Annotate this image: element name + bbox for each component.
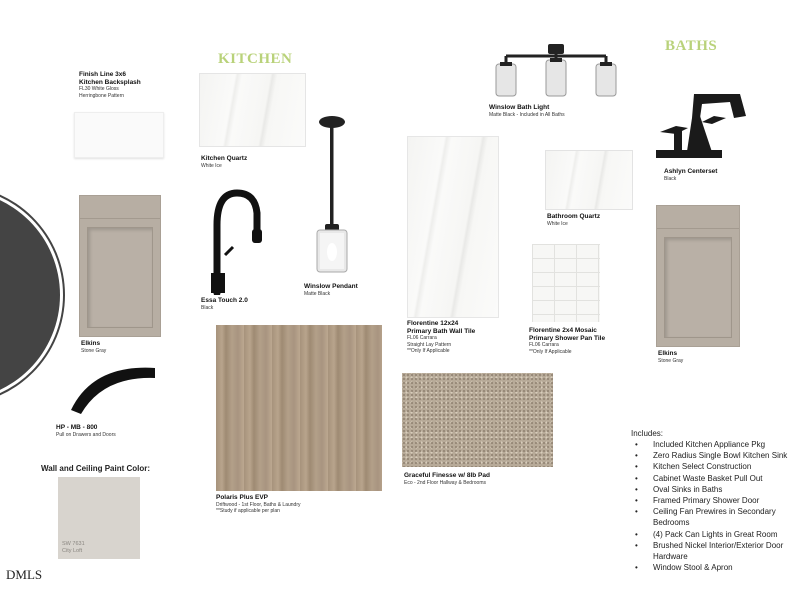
kitchen-faucet-caption: Essa Touch 2.0 Black [201, 297, 248, 311]
paint-name: City Loft [62, 548, 83, 554]
hardware-caption: HP - MB - 800 Pull on Drawers and Doors [56, 424, 116, 438]
kitchen-faucet-image [203, 185, 265, 295]
decorative-circle [0, 190, 60, 400]
paint-code: SW 7631 [62, 541, 85, 547]
includes-item: • Zero Radius Single Bowl Kitchen Sink [653, 450, 807, 461]
bath-cabinet-swatch [656, 205, 740, 347]
carpet-swatch [402, 373, 553, 467]
flooring-swatch [216, 325, 382, 491]
includes-item: • Brushed Nickel Interior/Exterior Door Hardware [653, 540, 807, 562]
includes-item: • Framed Primary Shower Door [653, 495, 807, 506]
includes-item: • Ceiling Fan Prewires in Secondary Bedrooms [653, 506, 807, 528]
backsplash-caption: Finish Line 3x6 Kitchen Backsplash FL30 White Gloss Herringbone Pattern [79, 71, 141, 99]
includes-heading: Includes: [631, 429, 664, 438]
bath-cabinet-caption: Elkins Stone Gray [658, 350, 684, 364]
baths-header: BATHS [665, 38, 718, 54]
wall-tile-swatch [407, 136, 499, 318]
paint-heading: Wall and Ceiling Paint Color: [41, 464, 151, 473]
wall-tile-caption: Florentine 12x24 Primary Bath Wall Tile FL06 Carrara Straight Lay Pattern **Only If Applicable [407, 320, 476, 354]
bath-faucet-image [656, 88, 748, 160]
bath-faucet-caption: Ashlyn Centerset Black [664, 168, 718, 182]
pendant-light-image [310, 112, 354, 277]
includes-item: • (4) Pack Can Lights in Great Room [653, 529, 807, 540]
bath-light-image [492, 40, 620, 100]
includes-item: • Window Stool & Apron [653, 562, 807, 573]
kitchen-cabinet-swatch [79, 195, 161, 337]
watermark: DMLS [6, 567, 43, 582]
pendant-caption: Winslow Pendant Matte Black [304, 283, 358, 297]
backsplash-swatch [74, 112, 164, 158]
bathroom-quartz-caption: Bathroom Quartz White Ice [547, 213, 601, 227]
flooring-caption: Polaris Plus EVP Driftwood - 1st Floor, Baths & Laundry **Study if applicable per plan [216, 494, 301, 514]
carpet-caption: Graceful Finesse w/ 8lb Pad Eco - 2nd Floor Hallway & Bedrooms [404, 472, 490, 486]
includes-item: • Included Kitchen Appliance Pkg [653, 439, 807, 450]
includes-item: • Cabinet Waste Basket Pull Out [653, 473, 807, 484]
shower-tile-caption: Florentine 2x4 Mosaic Primary Shower Pan Tile FL06 Carrara **Only If Applicable [529, 327, 606, 355]
shower-tile-swatch [532, 244, 600, 322]
kitchen-cabinet-caption: Elkins Stone Gray [81, 340, 107, 354]
paint-swatch [58, 477, 140, 559]
includes-item: • Kitchen Select Construction [653, 461, 807, 472]
cabinet-pull-image [63, 360, 163, 418]
bathroom-quartz-swatch [545, 150, 633, 210]
kitchen-quartz-caption: Kitchen Quartz White Ice [201, 155, 248, 169]
kitchen-quartz-swatch [199, 73, 306, 147]
includes-block [631, 428, 807, 573]
kitchen-header: KITCHEN [218, 51, 293, 67]
includes-item: • Oval Sinks in Baths [653, 484, 807, 495]
bath-light-caption: Winslow Bath Light Matte Black - Included in All Baths [489, 104, 565, 118]
includes-list [631, 439, 807, 573]
